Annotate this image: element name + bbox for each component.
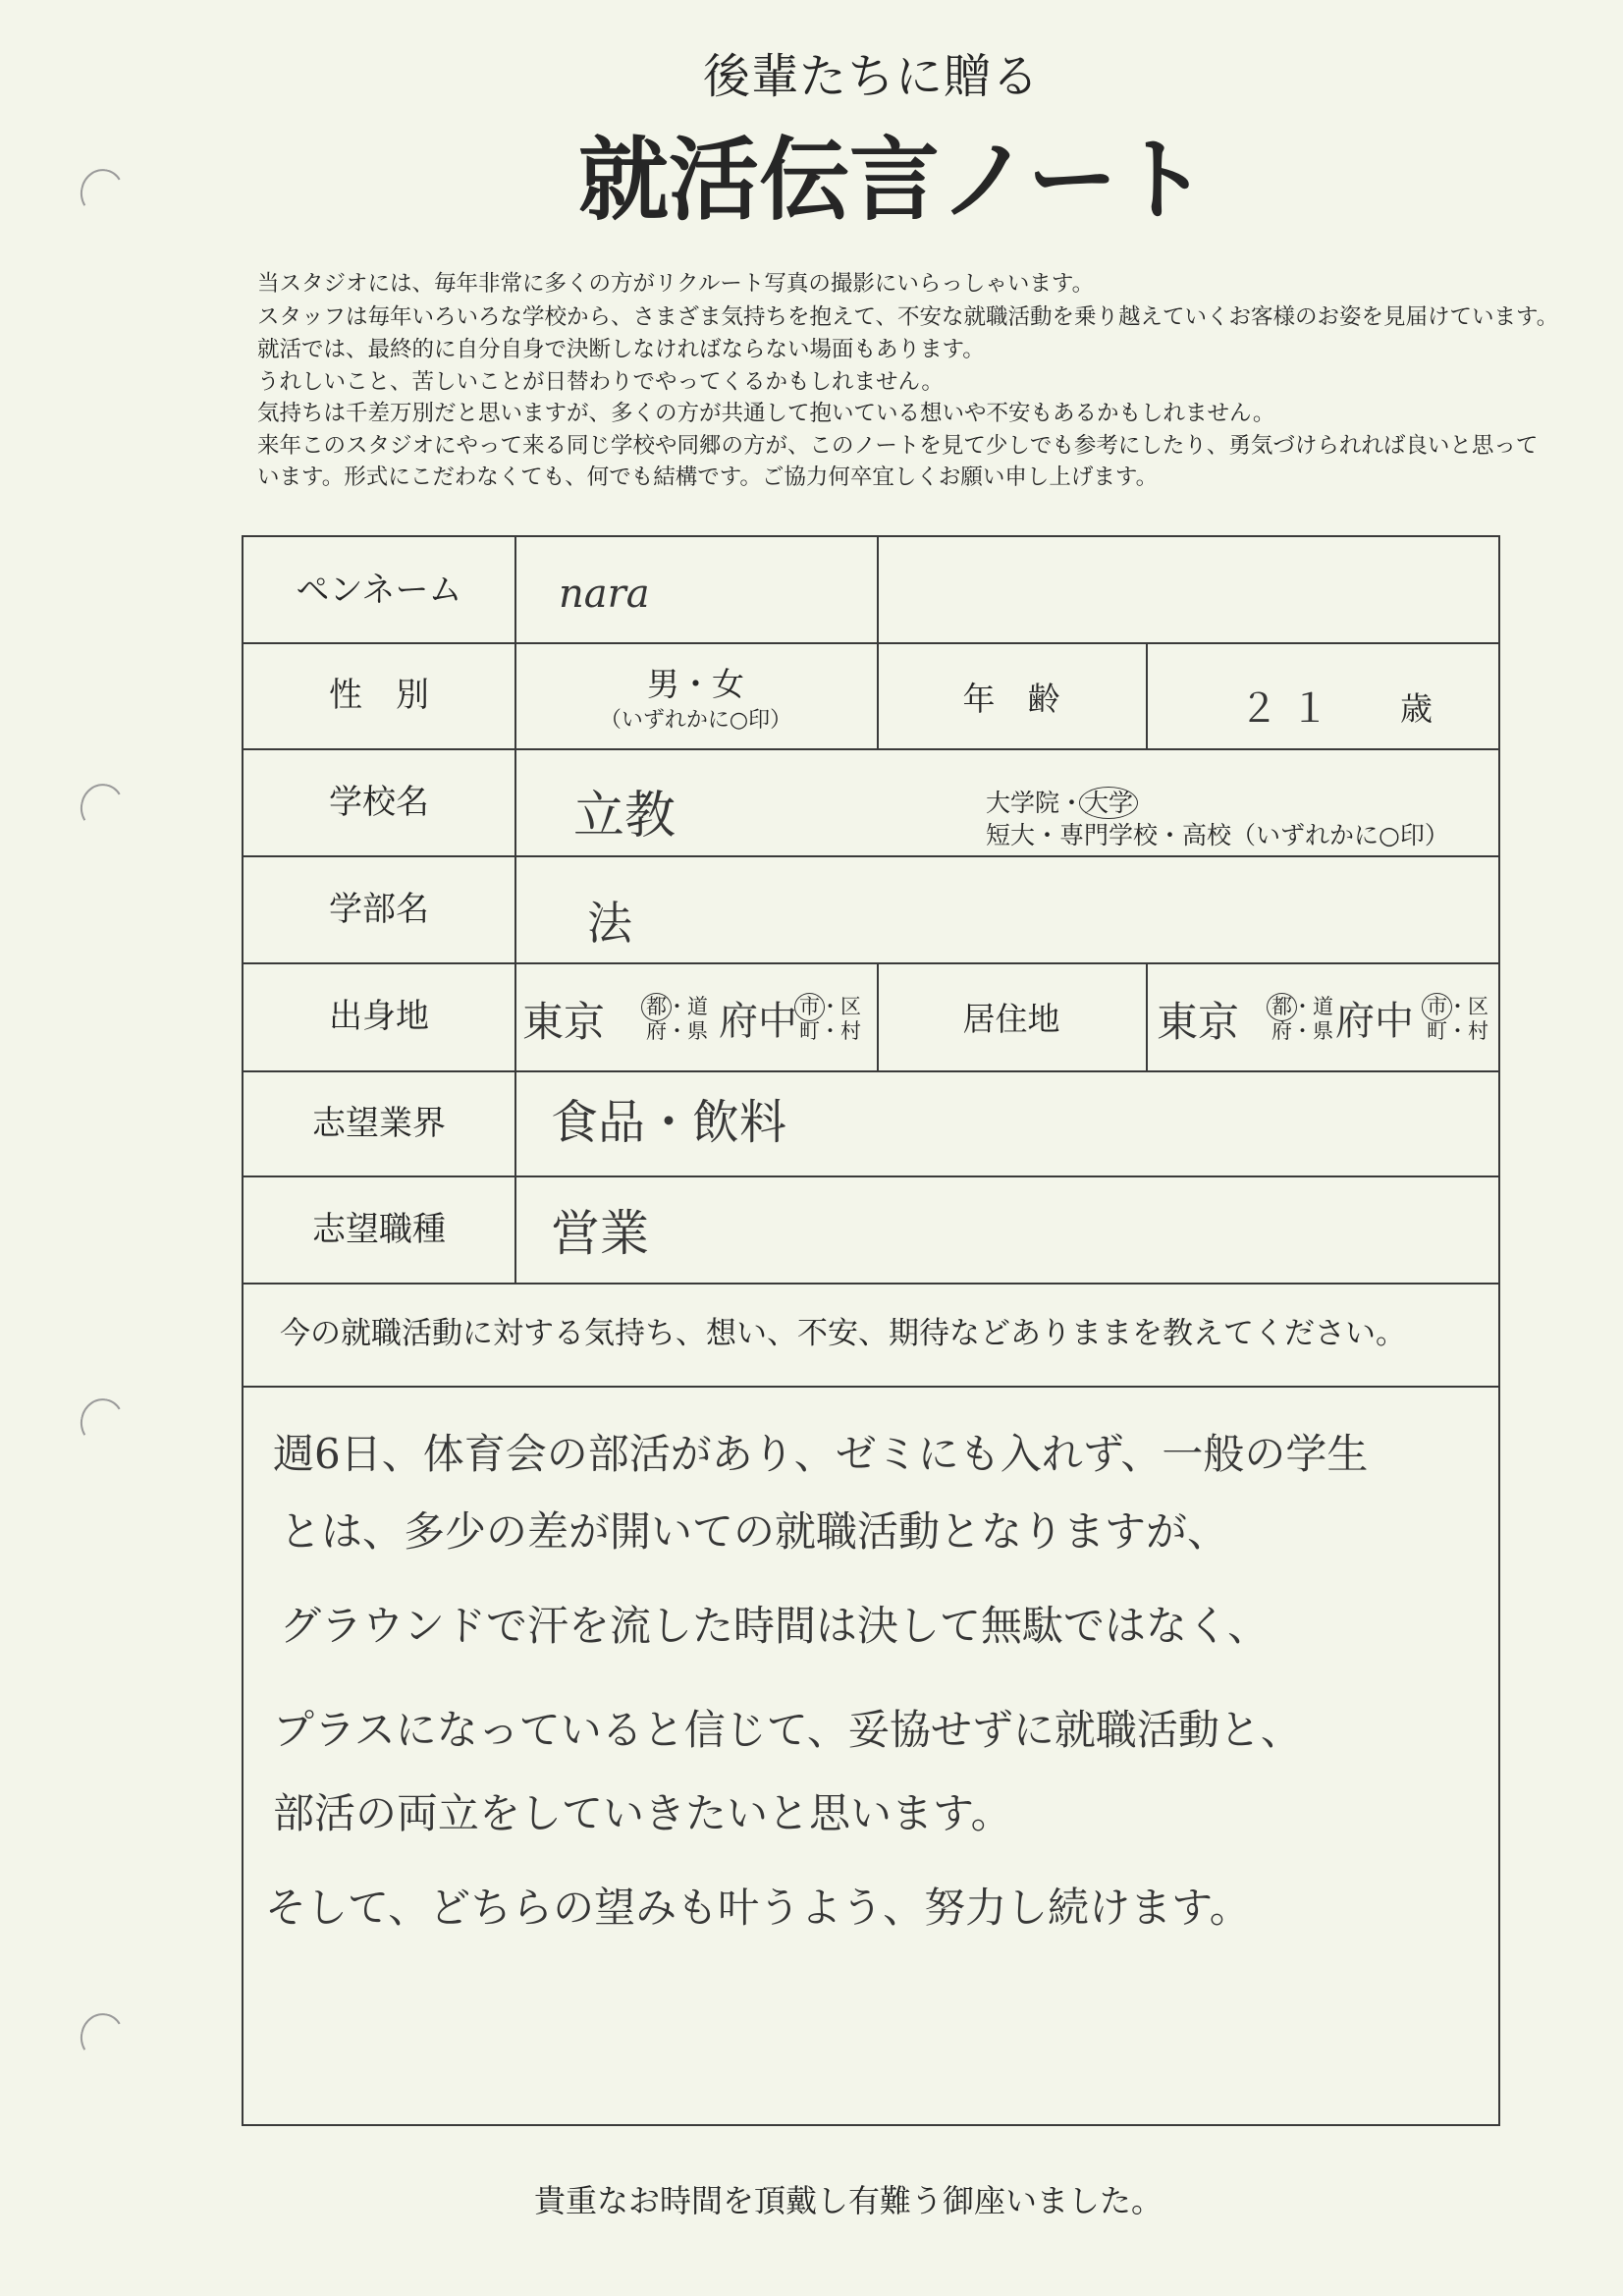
industry-label: 志望業界	[312, 1103, 446, 1143]
intro-line: スタッフは毎年いろいろな学校から、さまざま気持ちを抱えて、不安な就職活動を乗り越えていくお客様のお姿を見届けています。	[257, 304, 1559, 330]
punch-hole	[76, 165, 128, 220]
age-label: 年 齢	[962, 679, 1060, 718]
hometown-city-selected: 市	[799, 995, 820, 1018]
question-text: 今の就職活動に対する気持ち、想い、不安、期待などありままを教えてください。	[280, 1316, 1406, 1351]
answer-line: プラスになっていると信じて、妥協せずに就職活動と、	[273, 1706, 1302, 1754]
table-divider	[1146, 962, 1148, 1070]
school-label: 学校名	[329, 782, 429, 822]
pen-name-value: nara	[559, 572, 650, 617]
faculty-label: 学部名	[329, 889, 429, 929]
residence-prefecture: 東京	[1157, 998, 1240, 1046]
intro-line: 当スタジオには、毎年非常に多くの方がリクルート写真の撮影にいらっしゃいます。	[257, 271, 1095, 297]
gender-note: （いずれかに○印）	[599, 708, 792, 733]
pen-name-label: ペンネーム	[296, 570, 462, 610]
residence-pref-suffix-top	[1271, 997, 1333, 1017]
residence-city-suffix-bottom: 町・村	[1427, 1019, 1488, 1043]
answer-line: グラウンドで汗を流した時間は決して無駄ではなく、	[280, 1602, 1270, 1650]
gender-options: 男・女	[647, 665, 744, 703]
school-value: 立教	[573, 787, 676, 846]
residence-pref-suffix-rest: ・道	[1292, 995, 1333, 1018]
hometown-city-suffix-bottom: 町・村	[799, 1019, 861, 1043]
table-divider	[243, 1283, 1498, 1285]
hometown-prefecture: 東京	[522, 998, 606, 1046]
industry-value: 食品・飲料	[551, 1095, 787, 1150]
school-type-prefix: 大学院・	[986, 789, 1085, 817]
intro-line: うれしいこと、苦しいことが日替わりでやってくるかもしれません。	[257, 369, 944, 395]
residence-pref-selected: 都	[1271, 995, 1292, 1018]
residence-city: 府中	[1335, 999, 1414, 1044]
intro-line: 就活では、最終的に自分自身で決断しなければならない場面もあります。	[257, 337, 985, 362]
punch-hole	[76, 780, 128, 835]
intro-line: います。形式にこだわなくても、何でも結構です。ご協力何卒宜しくお願い申し上げます。	[257, 465, 1159, 490]
answer-line: 部活の両立をしていきたいと思います。	[273, 1789, 1012, 1837]
table-divider	[1146, 642, 1148, 748]
hometown-pref-suffix-top	[646, 997, 708, 1017]
hometown-city-suffix-rest: ・区	[820, 995, 861, 1018]
punch-hole	[76, 2009, 128, 2064]
table-divider	[243, 1386, 1498, 1388]
age-value: ２１	[1239, 686, 1341, 732]
residence-city-selected: 市	[1427, 995, 1447, 1018]
gender-label: 性 別	[329, 676, 429, 715]
hometown-city-suffix-top	[799, 997, 861, 1017]
table-divider	[514, 537, 516, 1283]
job-type-label: 志望職種	[312, 1209, 446, 1249]
intro-line: 気持ちは千差万別だと思いますが、多くの方が共通して抱いている想いや不安もあるかもしれません。	[257, 401, 1275, 426]
age-unit: 歳	[1400, 689, 1433, 728]
residence-city-suffix-rest: ・区	[1447, 995, 1488, 1018]
residence-pref-suffix-bottom: 府・県	[1271, 1019, 1333, 1043]
school-type-selected: 大学	[1084, 789, 1134, 817]
form-table	[242, 535, 1500, 2126]
page-subtitle: 後輩たちに贈る	[703, 49, 1041, 104]
punch-hole	[76, 1394, 128, 1449]
answer-line: 週6日、体育会の部活があり、ゼミにも入れず、一般の学生	[273, 1430, 1369, 1478]
intro-line: 来年このスタジオにやって来る同じ学校や同郷の方が、このノートを見て少しでも参考にしたり、勇気づけられれば良いと思って	[257, 433, 1539, 459]
answer-line: とは、多少の差が開いての就職活動となりますが、	[280, 1507, 1229, 1556]
school-type-line1	[986, 791, 1133, 815]
hometown-city: 府中	[719, 999, 797, 1044]
residence-label: 居住地	[962, 999, 1060, 1038]
residence-city-suffix-top	[1427, 997, 1488, 1017]
faculty-value: 法	[587, 897, 632, 950]
footer-thanks: 貴重なお時間を頂戴し有難う御座いました。	[534, 2182, 1163, 2219]
hometown-pref-suffix-bottom: 府・県	[646, 1019, 708, 1043]
hometown-pref-selected: 都	[646, 995, 667, 1018]
school-type-line2: 短大・専門学校・高校（いずれかに○印）	[986, 821, 1449, 849]
answer-line: そして、どちらの望みも叶うよう、努力し続けます。	[265, 1884, 1251, 1932]
page-title: 就活伝言ノート	[578, 128, 1209, 233]
job-type-value: 営業	[551, 1205, 649, 1262]
hometown-pref-suffix-rest: ・道	[667, 995, 708, 1018]
hometown-label: 出身地	[329, 997, 429, 1036]
